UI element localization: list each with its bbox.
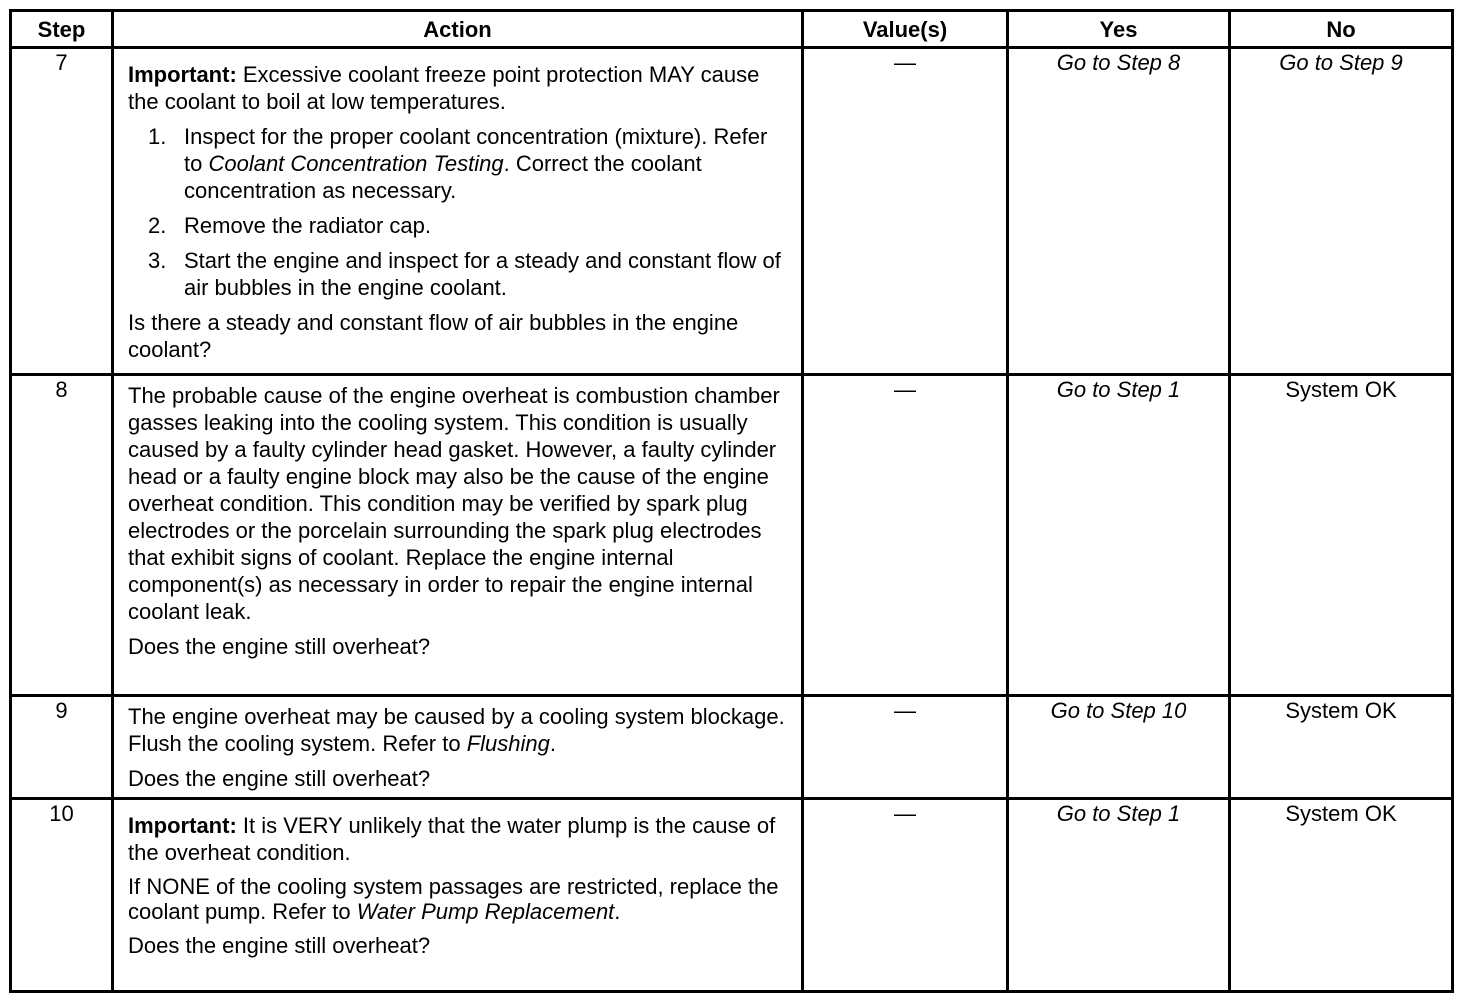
header-yes: Yes: [1008, 11, 1230, 48]
header-action: Action: [113, 11, 803, 48]
action-text-part: .: [614, 899, 621, 924]
no-result-text: System OK: [1285, 377, 1397, 402]
action-text: [128, 703, 787, 757]
question-text: Does the engine still overheat?: [128, 634, 431, 659]
list-item: [128, 212, 787, 239]
yes-cell: [1008, 696, 1230, 799]
action-text-part: If NONE of the cooling system passages are restricted, replace the coolant pump. Refer to: [128, 874, 779, 924]
important-text: Excessive coolant freeze point protection MAY cause the coolant to boil at low temperatures.: [128, 62, 760, 114]
no-cell: [1230, 696, 1453, 799]
list-text: Inspect for the proper coolant concentration (mixture). Refer to: [184, 124, 768, 176]
important-label: Important:: [128, 62, 237, 87]
yes-goto-link[interactable]: Go to Step 1: [1056, 801, 1181, 826]
action-cell: [113, 375, 803, 696]
yes-cell: [1008, 48, 1230, 375]
list-number: 1.: [148, 124, 167, 149]
action-cell: [113, 48, 803, 375]
question-text: Does the engine still overheat?: [128, 933, 431, 958]
diagnostic-table: [9, 9, 1454, 993]
value-cell: —: [803, 375, 1008, 696]
header-step: Step: [11, 11, 113, 48]
no-result-text: System OK: [1285, 801, 1397, 826]
important-text: It is VERY unlikely that the water plump is the cause of the overheat condition.: [128, 813, 776, 865]
step-number: 9: [11, 696, 113, 799]
important-note: [128, 812, 787, 866]
yes-cell: [1008, 375, 1230, 696]
no-cell: [1230, 799, 1453, 992]
list-text: . Correct the coolant concentration as necessary.: [184, 151, 702, 203]
no-result-text: System OK: [1285, 698, 1397, 723]
table-row: [11, 375, 1453, 696]
question-text: Is there a steady and constant flow of air bubbles in the engine coolant?: [128, 310, 739, 362]
step-number: 8: [11, 375, 113, 696]
action-text-part: The engine overheat may be caused by a cooling system blockage. Flush the cooling system. Refer to: [128, 704, 785, 756]
list-item: [128, 123, 787, 204]
step-number: 7: [11, 48, 113, 375]
action-cell: [113, 799, 803, 992]
table-row: [11, 799, 1453, 992]
yes-goto-link[interactable]: Go to Step 8: [1056, 50, 1181, 75]
procedure-list: [128, 123, 787, 301]
header-no: No: [1230, 11, 1453, 48]
question-text: Does the engine still overheat?: [128, 766, 431, 791]
action-text: [128, 874, 787, 924]
important-label: Important:: [128, 813, 237, 838]
reference-link[interactable]: Water Pump Replacement: [356, 899, 615, 924]
header-values: Value(s): [803, 11, 1008, 48]
table-row: [11, 696, 1453, 799]
reference-link[interactable]: Coolant Concentration Testing: [208, 151, 504, 176]
yes-goto-link[interactable]: Go to Step 1: [1056, 377, 1181, 402]
no-goto-link[interactable]: Go to Step 9: [1279, 50, 1403, 75]
action-text-part: .: [549, 731, 556, 756]
no-cell: [1230, 48, 1453, 375]
step-number: 10: [11, 799, 113, 992]
action-text: The probable cause of the engine overheat is combustion chamber gasses leaking into the cooling system. This condition is usually caused by a faulty cylinder head gasket. However, a faulty cylinder head or a faulty engine block may also be the cause of the engine overheat condition. This condition may be verified by spark plug electrodes or the porcelain surrounding the spark plug electrodes that exhibit signs of coolant. Replace the engine internal component(s) as necessary in order to repair the engine internal coolant leak.: [128, 383, 780, 624]
value-cell: —: [803, 799, 1008, 992]
list-text: Start the engine and inspect for a steady and constant flow of air bubbles in the engine coolant.: [184, 248, 781, 300]
value-cell: —: [803, 696, 1008, 799]
yes-goto-link[interactable]: Go to Step 10: [1050, 698, 1187, 723]
list-item: [128, 247, 787, 301]
important-note: [128, 61, 787, 115]
value-cell: —: [803, 48, 1008, 375]
list-number: 2.: [148, 213, 167, 238]
table-row: [11, 48, 1453, 375]
list-number: 3.: [148, 248, 167, 273]
list-text: Remove the radiator cap.: [184, 213, 432, 238]
reference-link[interactable]: Flushing: [466, 731, 550, 756]
yes-cell: [1008, 799, 1230, 992]
header-row: [11, 11, 1453, 48]
action-cell: [113, 696, 803, 799]
no-cell: [1230, 375, 1453, 696]
